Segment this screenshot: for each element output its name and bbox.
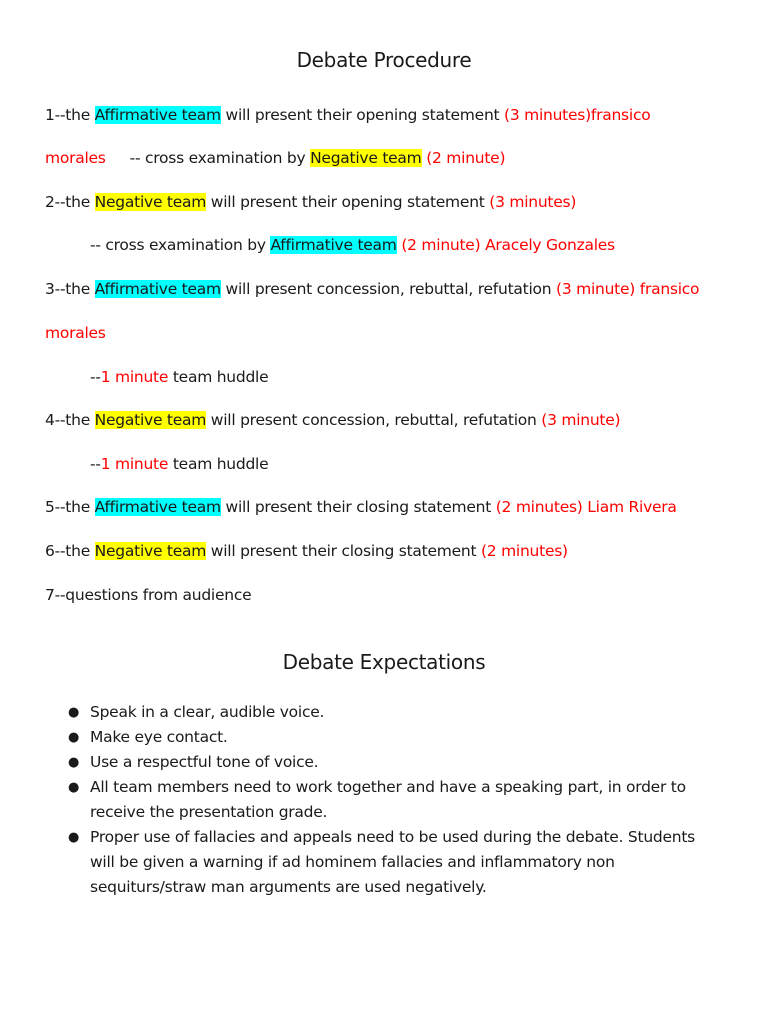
step-text: will present their closing statement: [220, 498, 496, 516]
bullet-icon: ●: [68, 730, 80, 745]
step-time: (2 minute): [426, 149, 506, 167]
step-time: (2 minutes) Liam Rivera: [495, 498, 677, 516]
cross-exam-text: -- cross examination by: [129, 149, 311, 167]
procedure-step-3-cont: [45, 323, 106, 343]
step-text: will present their opening statement: [206, 193, 490, 211]
procedure-step-1: [45, 105, 650, 125]
step-number: 4--the: [45, 411, 95, 429]
speaker-name: morales: [45, 149, 106, 167]
expectations-list: [68, 700, 718, 900]
step-text: will present their closing statement: [206, 542, 481, 560]
speaker-name: morales: [45, 324, 106, 342]
huddle-text: team huddle: [168, 368, 269, 386]
negative-team-highlight: Negative team: [94, 193, 207, 211]
huddle-time: 1 minute: [100, 368, 169, 386]
procedure-huddle-2: [90, 454, 268, 474]
huddle-prefix: --: [90, 368, 101, 386]
bullet-icon: ●: [68, 830, 80, 845]
step-time: (3 minutes): [489, 193, 577, 211]
step-time: (3 minute) fransico: [556, 280, 700, 298]
procedure-step-2-cross: [90, 235, 615, 255]
procedure-step-7: [45, 585, 251, 605]
affirmative-team-highlight: Affirmative team: [94, 280, 221, 298]
step-number: 6--the: [45, 542, 95, 560]
step-text: 7--questions from audience: [45, 586, 252, 604]
list-item: ● Use a respectful tone of voice.: [68, 750, 718, 775]
list-item: ● Proper use of fallacies and appeals need to be used during the debate. Students will be given a warning if ad hominem fallacies and inflammatory non sequiturs/straw man arguments are used negatively.: [68, 825, 718, 900]
step-time: (2 minutes): [480, 542, 568, 560]
step-text: will present their opening statement: [220, 106, 505, 124]
step-number: 2--the: [45, 193, 95, 211]
huddle-time: 1 minute: [100, 455, 169, 473]
step-text: will present concession, rebuttal, refutation: [206, 411, 542, 429]
step-number: 1--the: [45, 106, 95, 124]
step-time: (3 minutes)fransico: [504, 106, 651, 124]
procedure-step-6: [45, 541, 568, 561]
procedure-title: Debate Procedure: [296, 48, 472, 72]
procedure-step-1-cont: [45, 148, 505, 168]
step-number: 5--the: [45, 498, 95, 516]
step-text: will present concession, rebuttal, refutation: [220, 280, 557, 298]
list-item: ● Make eye contact.: [68, 725, 718, 750]
bullet-icon: ●: [68, 780, 80, 795]
step-time: (2 minute) Aracely Gonzales: [401, 236, 615, 254]
cross-exam-text: -- cross examination by: [90, 236, 271, 254]
list-item: ● Speak in a clear, audible voice.: [68, 700, 718, 725]
bullet-icon: ●: [68, 705, 80, 720]
step-number: 3--the: [45, 280, 95, 298]
negative-team-highlight: Negative team: [94, 542, 207, 560]
procedure-huddle-1: [90, 367, 268, 387]
affirmative-team-highlight: Affirmative team: [270, 236, 397, 254]
procedure-step-5: [45, 497, 677, 517]
procedure-step-2: [45, 192, 576, 212]
affirmative-team-highlight: Affirmative team: [94, 498, 221, 516]
step-time: (3 minute): [541, 411, 621, 429]
huddle-prefix: --: [90, 455, 101, 473]
huddle-text: team huddle: [168, 455, 269, 473]
procedure-step-4: [45, 410, 620, 430]
expectations-title: Debate Expectations: [282, 650, 486, 674]
procedure-step-3: [45, 279, 699, 299]
list-item: ● All team members need to work together and have a speaking part, in order to receive the presentation grade.: [68, 775, 718, 825]
affirmative-team-highlight: Affirmative team: [94, 106, 221, 124]
negative-team-highlight: Negative team: [310, 149, 422, 167]
negative-team-highlight: Negative team: [94, 411, 207, 429]
bullet-icon: ●: [68, 755, 80, 770]
